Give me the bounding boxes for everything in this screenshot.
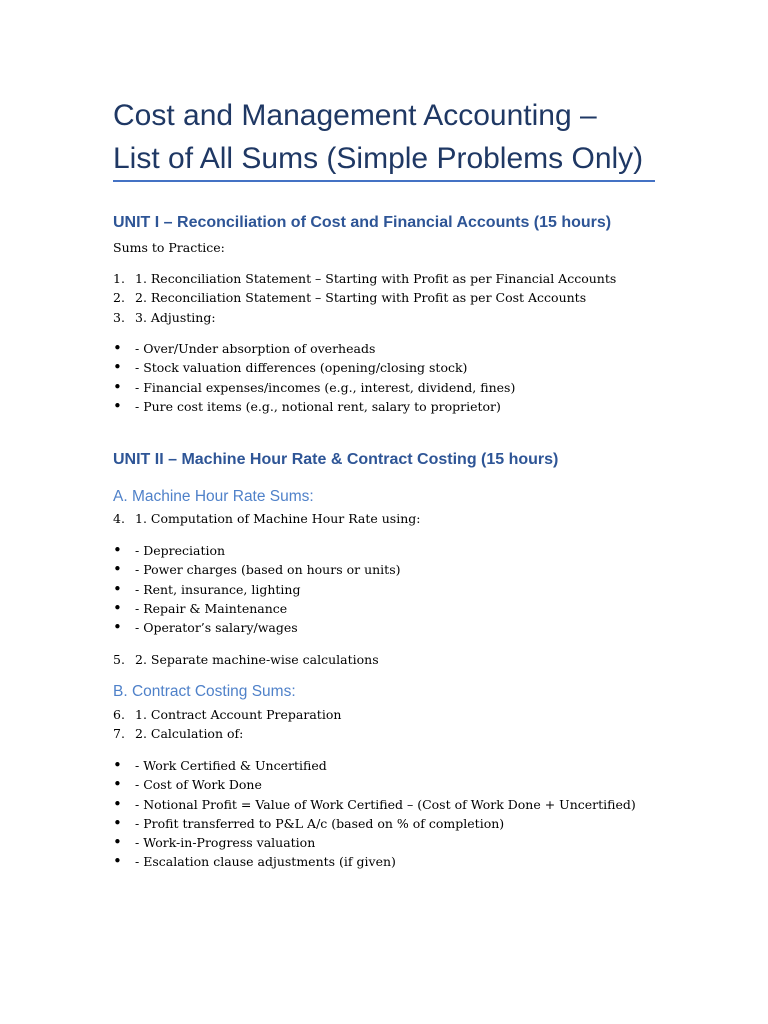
title-line-1: Cost and Management Accounting – [113, 99, 597, 132]
unit-1-heading: UNIT I – Reconciliation of Cost and Financial Accounts (15 hours) [113, 214, 612, 231]
bullet-icon: • [113, 358, 122, 377]
bullet-icon: • [113, 339, 122, 357]
title-underline [113, 180, 655, 182]
bullet-icon: • [113, 794, 122, 813]
bullet-icon: • [113, 852, 122, 871]
bullet-icon: • [113, 598, 122, 617]
unit-2-heading: UNIT II – Machine Hour Rate & Contract Costing (15 hours) [113, 451, 559, 468]
document-title [113, 94, 658, 180]
bullet-icon: • [113, 618, 122, 637]
bullet-icon: • [113, 377, 122, 396]
bullet-icon: • [113, 396, 122, 415]
bullet-icon: • [113, 541, 122, 559]
unit-1-intro: Sums to Practice: [113, 240, 225, 255]
bullet-icon: • [113, 560, 122, 579]
bullet-icon: • [113, 833, 122, 852]
bullet-icon: • [113, 579, 122, 598]
bullet-icon: • [113, 813, 122, 832]
bullet-icon: • [113, 775, 122, 794]
section-a-heading: A. Machine Hour Rate Sums: [113, 488, 314, 505]
section-b-heading: B. Contract Costing Sums: [113, 683, 296, 700]
title-line-2: List of All Sums (Simple Problems Only) [113, 142, 644, 175]
bullet-icon: • [113, 756, 122, 774]
